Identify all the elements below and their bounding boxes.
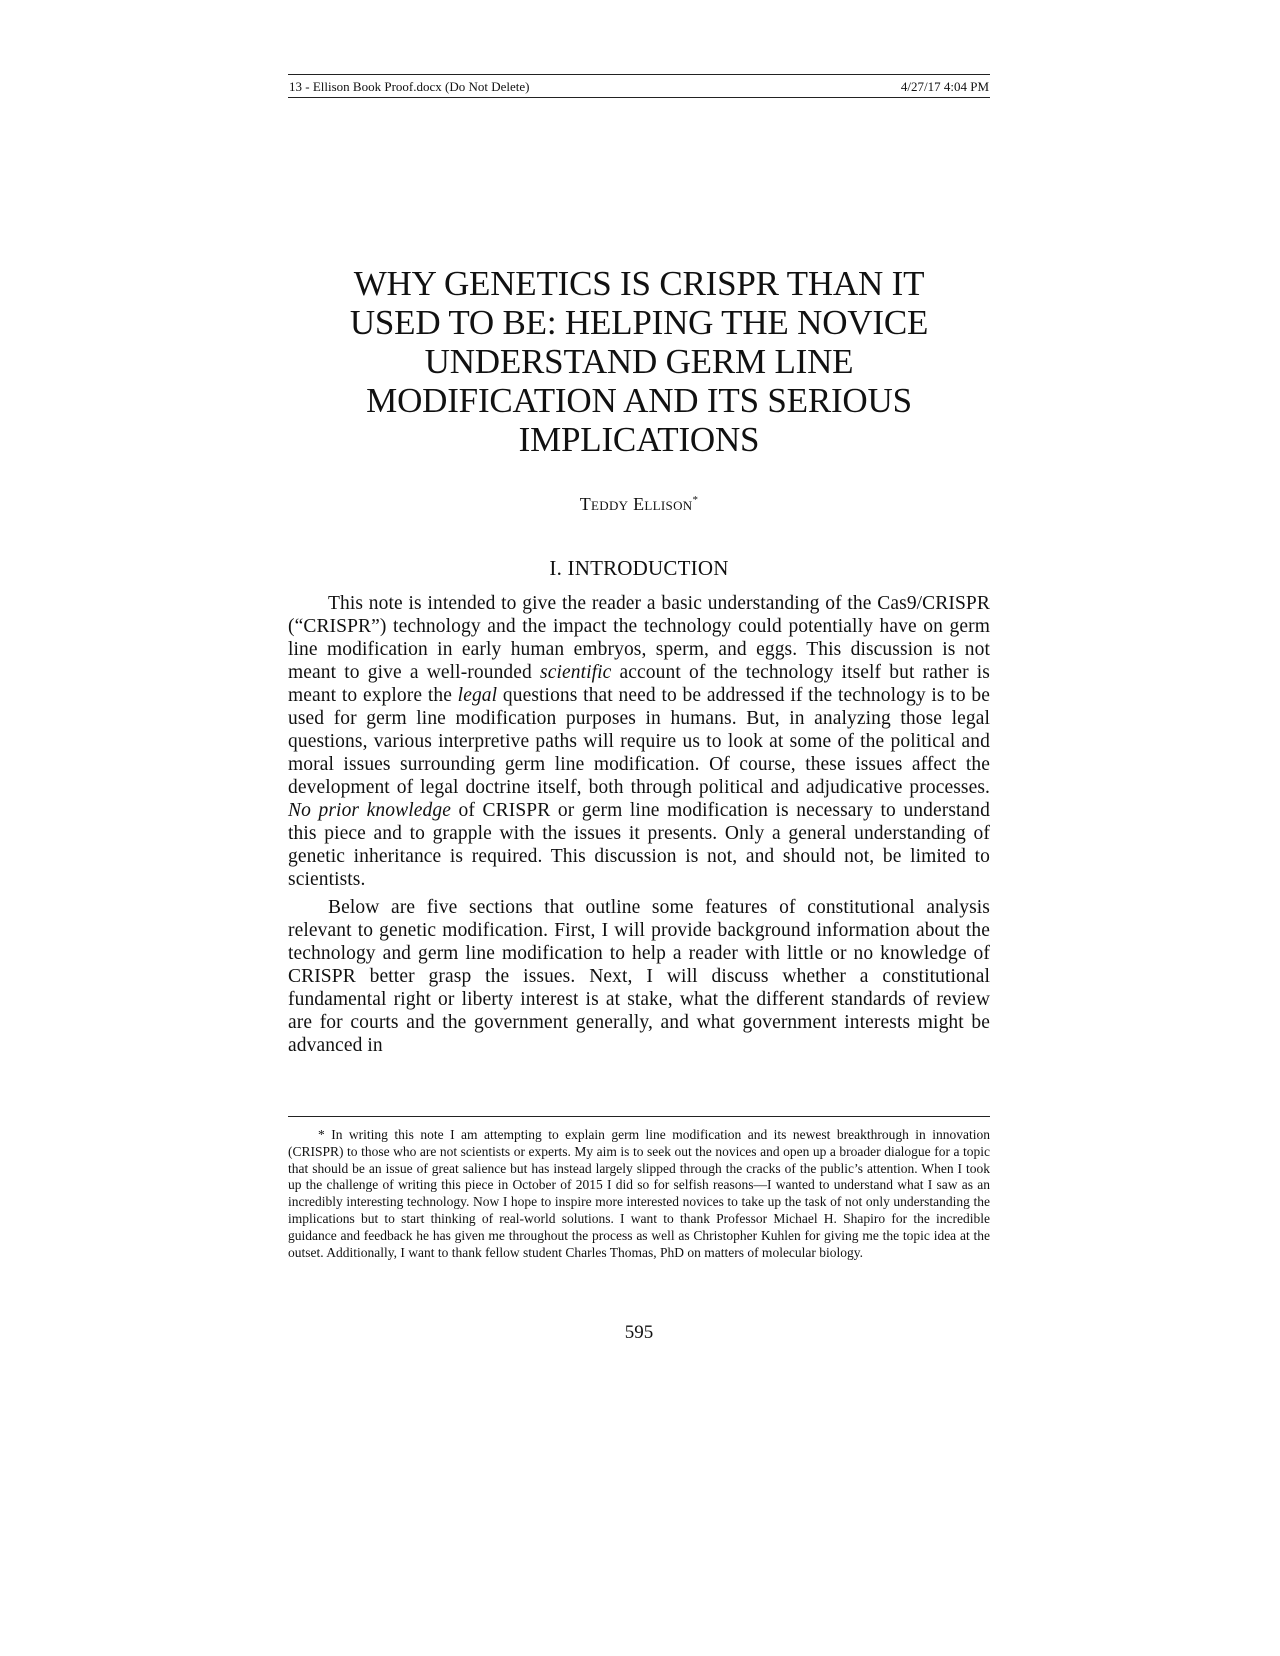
- title-line: WHY GENETICS IS CRISPR THAN IT: [353, 264, 925, 303]
- body-paragraph: This note is intended to give the reader a basic understanding of the Cas9/CRISPR (“CRISPR”) technology and the impact the technology could potentially have on germ line modification in early human embryos, sperm, and eggs. This discussion is not meant to give a well-rounded scientific account of the technology itself but rather is meant to explore the legal questions that need to be addressed if the technology is to be used for germ line modification purposes in humans. But, in analyzing those legal questions, various interpretive paths will require us to look at some of the political and moral issues surrounding germ line modification. Of course, these issues affect the development of legal doctrine itself, both through political and adjudicative processes. No prior knowledge of CRISPR or germ line modification is necessary to understand this piece and to grapple with the issues it presents. Only a general understanding of genetic inheritance is required. This discussion is not, and should not, be limited to scientists.: [288, 593, 991, 890]
- body-text: [288, 592, 990, 1062]
- section-heading: I. INTRODUCTION: [549, 556, 729, 580]
- footnote: [288, 1127, 990, 1261]
- title-line: USED TO BE: HELPING THE NOVICE: [349, 303, 929, 342]
- running-head: [288, 74, 990, 98]
- author-byline: [288, 489, 990, 515]
- page-number: 595: [624, 1322, 654, 1343]
- title-line: MODIFICATION AND ITS SERIOUS: [366, 381, 912, 420]
- emphasis-scientific: scientific: [540, 662, 612, 683]
- title-line: IMPLICATIONS: [518, 420, 760, 459]
- article-title: [288, 264, 990, 459]
- body-paragraph: Below are five sections that outline some features of constitutional analysis relevant to genetic modification. First, I will provide background information about the technology and germ line modification to help a reader with little or no knowledge of CRISPR better grasp the issues. Next, I will discuss whether a constitutional fundamental right or liberty interest is at stake, what the different standards of review are for courts and the government generally, and what government interests might be advanced in: [288, 897, 990, 1056]
- author-name: Teddy Ellison: [579, 494, 693, 514]
- footnote-divider: [288, 1116, 990, 1117]
- running-head-timestamp: 4/27/17 4:04 PM: [900, 78, 989, 94]
- author-footnote-marker: *: [692, 494, 699, 506]
- running-head-filename: 13 - Ellison Book Proof.docx (Do Not Delete): [289, 78, 530, 94]
- footnote-text: * In writing this note I am attempting to explain germ line modification and its newest breakthrough in innovation (CRISPR) to those who are not scientists or experts. My aim is to seek out the novices and open up a broader dialogue for a topic that should be an issue of great salience but has instead largely slipped through the cracks of the public’s attention. When I took up the challenge of writing this piece in October of 2015 I did so for selfish reasons—I wanted to understand what I saw as an incredibly interesting technology. Now I hope to inspire more interested novices to take up the task of not only understanding the implications but to start thinking of real-world solutions. I want to thank Professor Michael H. Shapiro for the incredible guidance and feedback he has given me throughout the process as well as Christopher Kuhlen for giving me the topic idea at the outset. Additionally, I want to thank fellow student Charles Thomas, PhD on matters of molecular biology.: [288, 1127, 990, 1260]
- title-line: UNDERSTAND GERM LINE: [424, 342, 854, 381]
- emphasis-legal: legal: [457, 685, 498, 706]
- emphasis-no-prior-knowledge: No prior knowledge: [288, 800, 451, 821]
